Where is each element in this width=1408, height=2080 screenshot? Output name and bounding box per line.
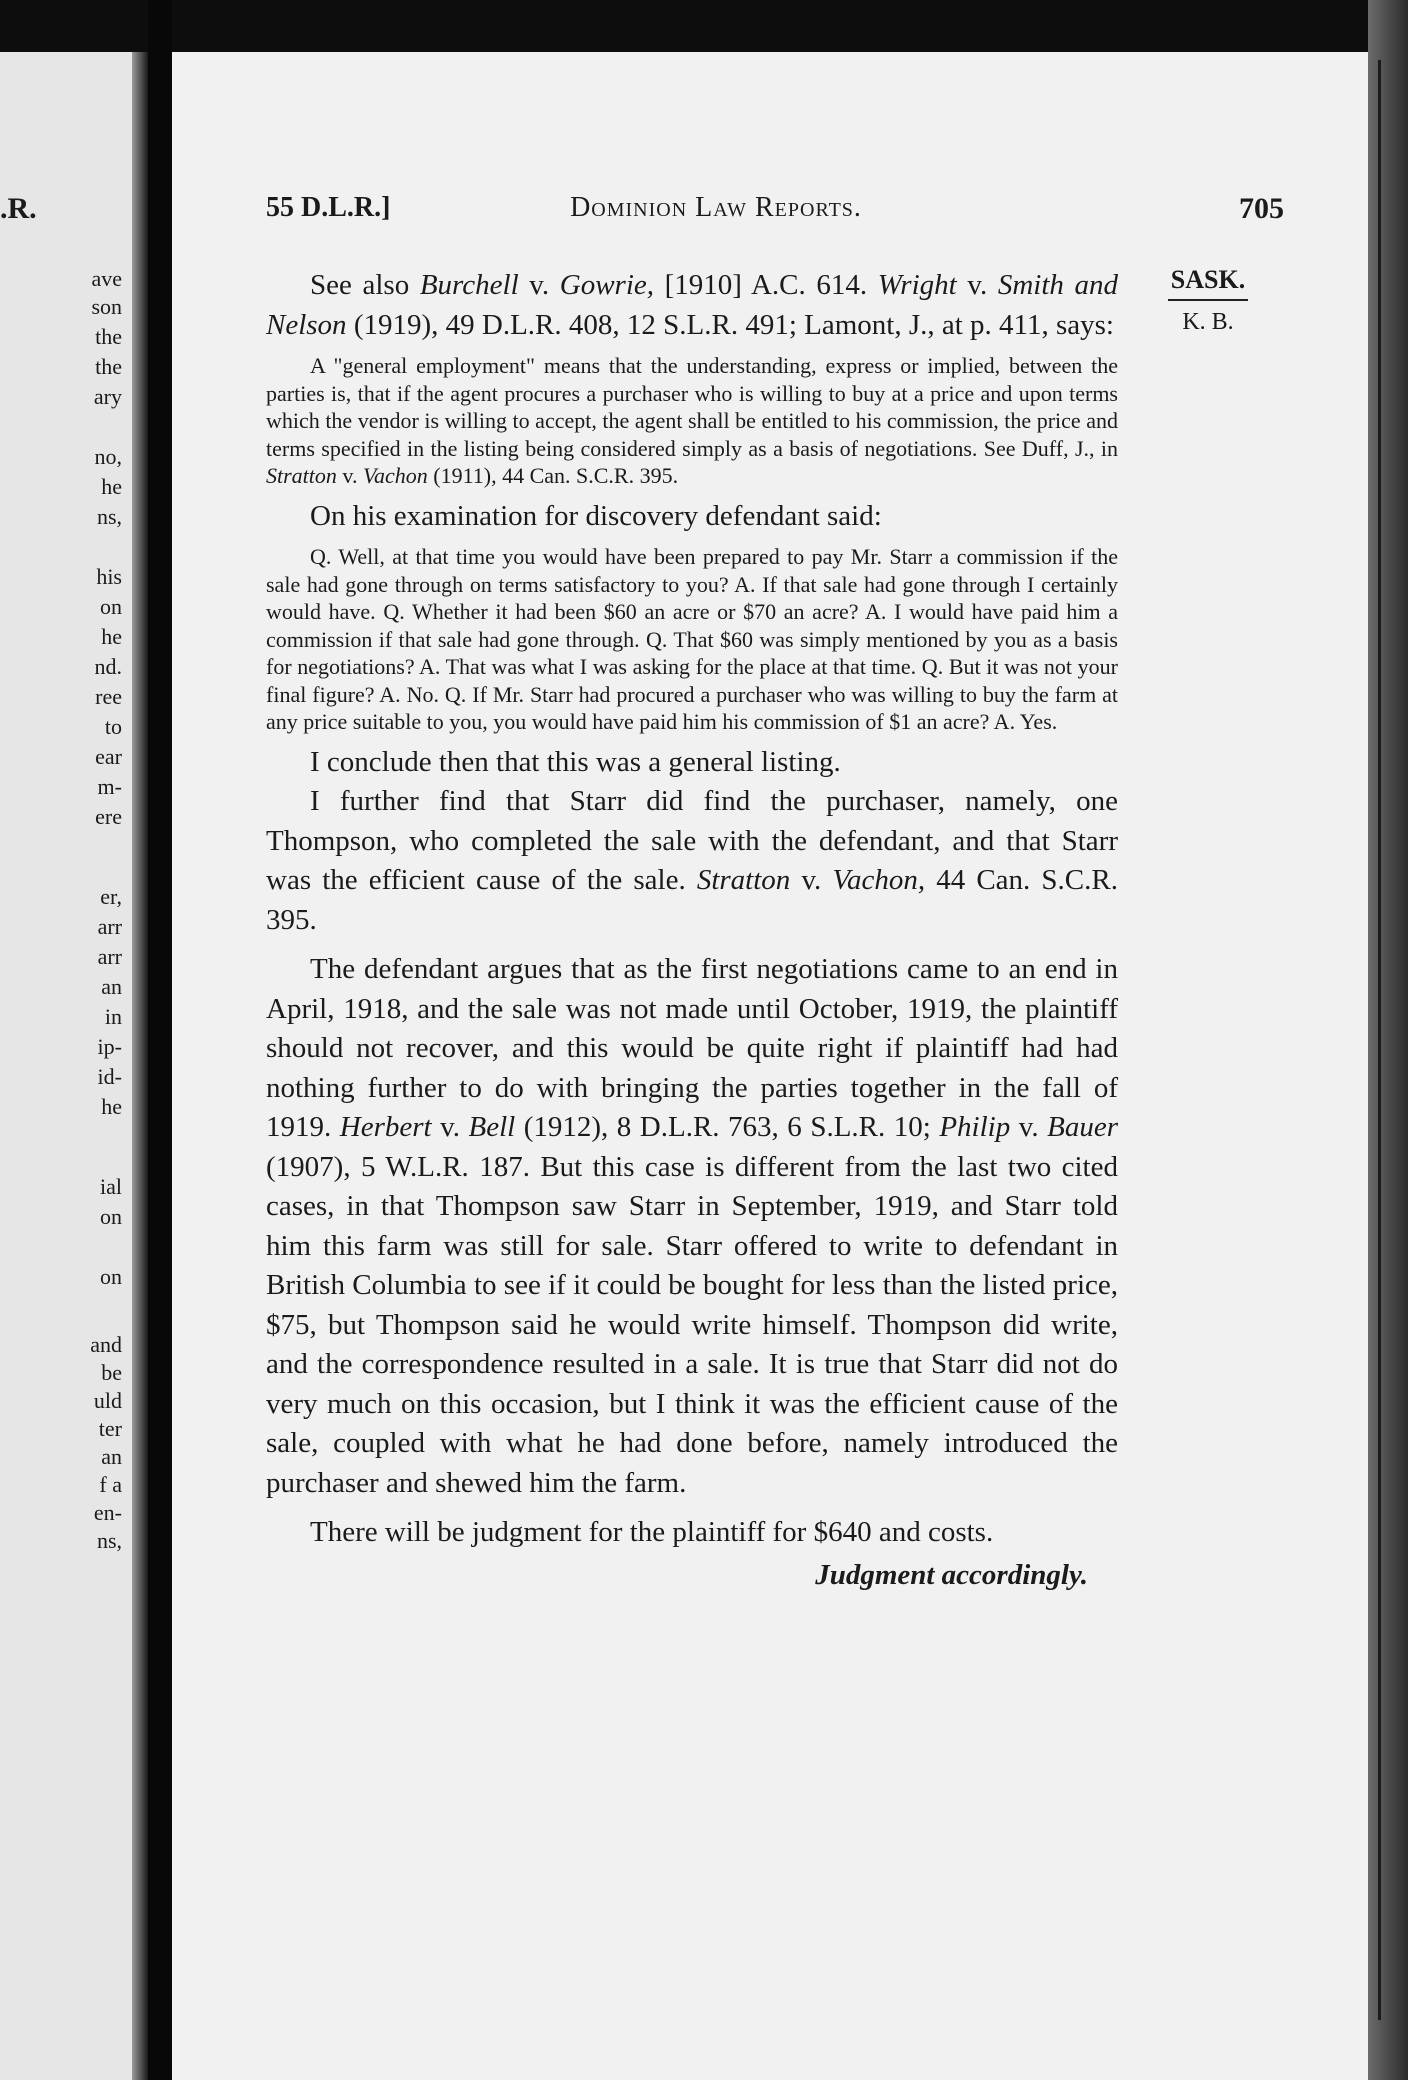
case-name: Wright — [877, 269, 957, 301]
facing-page-fragment: an — [101, 1444, 122, 1469]
facing-page-fragment: f a — [99, 1472, 122, 1497]
facing-page-fragment: he — [101, 474, 122, 499]
facing-page-fragment: ial — [100, 1174, 122, 1199]
facing-page-fragment: on — [100, 1264, 122, 1289]
facing-page-fragment: an — [101, 974, 122, 999]
facing-page-fragment: ary — [93, 384, 122, 409]
quotation-general-employment: A "general employment" means that the understanding, express or implied, between the parties is, that if the agent procures a purchaser who is willing to buy at a price and upon terms which the vendor is willing to accept, the agent shall be entitled to his commission, the price and terms specified in the listing being considered simply as a basis of negotiations. See Duff, J., in Stratton v. Vachon (1911), 44 Can. S.C.R. 395. — [266, 353, 1118, 488]
paragraph-argument: The defendant argues that as the first negotiations came to an end in April, 1918, and the sale was not made until October, 1919, the plaintiff should not recover, and this would be quite right if plaintiff had had nothing further to do with bringing the parties together in the fall of 1919. Herbert v. Bell (1912), 8 D.L.R. 763, 6 S.L.R. 10; Philip v. Bauer (1907), 5 W.L.R. 187. But this case is different from the last two cited cases, in that Thompson saw Starr in September, 1919, and Starr told him this farm was still for sale. Starr offered to write to defendant in British Columbia to see if it could be bought for less than the listed price, $75, but Thompson said he would write himself. Thompson did write, and the correspondence resulted in a sale. It is true that Starr did not do very much on this occasion, but I think it was the efficient cause of the sale, coupled with what he had done before, namely introduced the purchaser and shewed him the farm. — [266, 953, 1118, 1499]
paragraph-judgment: There will be judgment for the plaintiff for $640 and costs. — [310, 1516, 994, 1548]
facing-page-fragment: on — [100, 594, 122, 619]
case-name: Vachon, — [832, 864, 926, 896]
case-name: Burchell — [419, 269, 519, 301]
facing-page-fragment: ere — [95, 804, 122, 829]
province-label: SASK. — [1168, 265, 1248, 301]
case-name: Bauer — [1047, 1111, 1118, 1143]
facing-page-fragment: no, — [94, 444, 122, 469]
case-name: Philip — [939, 1111, 1011, 1143]
case-name: Stratton — [266, 463, 337, 488]
margin-court-note — [1168, 265, 1248, 336]
facing-page-fragment: the — [95, 354, 122, 379]
paragraph-finding: I further find that Starr did find the purchaser, namely, one Thompson, who completed the sale with the defendant, and that Starr was the efficient cause of the sale. Stratton v. Vachon, 44 Can. S.C.R. 395. — [266, 785, 1118, 936]
facing-page-fragment: to — [104, 714, 122, 739]
facing-page-fragment: in — [104, 1004, 122, 1029]
judgment-line: Judgment accordingly. — [815, 1558, 1088, 1591]
facing-page-fragment: ree — [95, 684, 122, 709]
facing-page-fragment: nd. — [94, 654, 122, 679]
facing-page-fragment: and — [90, 1332, 122, 1357]
page-number: 705 — [1239, 192, 1284, 225]
page-body — [266, 266, 1118, 1592]
facing-page-fragment: ns, — [96, 504, 122, 529]
book-gutter — [148, 0, 172, 2080]
case-name: Herbert — [339, 1111, 432, 1143]
paragraph-conclusion: I conclude then that this was a general listing. — [310, 745, 841, 778]
case-name: Stratton — [696, 864, 791, 896]
facing-page-fragment: be — [101, 1360, 122, 1385]
facing-page-fragment: en- — [93, 1500, 122, 1525]
case-name: Gowrie, — [559, 269, 654, 301]
facing-page-fragment: his — [96, 564, 122, 589]
court-division-label: K. B. — [1182, 309, 1234, 335]
facing-page-fragment: m- — [97, 774, 122, 799]
quotation-examination: Q. Well, at that time you would have been prepared to pay Mr. Starr a commission if the sale had gone through on terms satisfactory to you? A. If that sale had gone through I certainly would have. Q. Whether it had been $60 an acre or $70 an acre? A. I would have paid him a commission if that sale had gone through. Q. That $60 was simply mentioned by you as a basis for negotiations? A. That was what I was asking for the place at that time. Q. But it was not your final figure? A. No. Q. If Mr. Starr had procured a purchaser who was willing to buy the farm at any price suitable to you, you would have paid him his commission of $1 an acre? A. Yes. — [266, 544, 1118, 734]
page-edge — [1368, 0, 1408, 2080]
report-title: Dominion Law Reports. — [570, 192, 862, 223]
paragraph-examination: On his examination for discovery defendant said: — [310, 499, 882, 532]
facing-page-fragment: he — [101, 1094, 122, 1119]
facing-page-fragment: ear — [95, 744, 122, 769]
facing-page-fragment: arr — [97, 914, 122, 939]
facing-page-fragment: ter — [98, 1416, 122, 1441]
case-name: Vachon — [362, 463, 428, 488]
facing-page — [0, 52, 148, 2080]
page-edge-line — [1378, 60, 1381, 2020]
facing-page-fragment: ave — [91, 266, 122, 291]
facing-page-fragment: id- — [97, 1064, 122, 1089]
scan-top-border — [0, 0, 1408, 52]
facing-page-fragment: uld — [93, 1388, 122, 1413]
facing-page-fragment: ns, — [96, 1528, 122, 1553]
volume-reference: 55 D.L.R.] — [266, 192, 391, 223]
facing-page-fragment: the — [95, 324, 122, 349]
facing-page-fragment: ip- — [97, 1034, 122, 1059]
running-header — [266, 192, 1284, 232]
facing-page-fragment: son — [91, 294, 122, 319]
case-name: Bell — [468, 1111, 516, 1143]
paragraph-citations: See also Burchell v. Gowrie, [1910] A.C. 614. Wright v. Smith and Nelson (1919), 49 D.L.R. 408, 12 S.L.R. 491; Lamont, J., at p. 411, says: — [266, 269, 1119, 341]
facing-page-fragment: he — [101, 624, 122, 649]
facing-page-fragment: on — [100, 1204, 122, 1229]
facing-page-fragment: arr — [97, 944, 122, 969]
case-name: Smith and Nelson — [266, 269, 1119, 341]
facing-page-shadow — [132, 52, 148, 2080]
facing-page-header: .R. — [0, 192, 37, 225]
facing-page-fragment: er, — [100, 884, 122, 909]
